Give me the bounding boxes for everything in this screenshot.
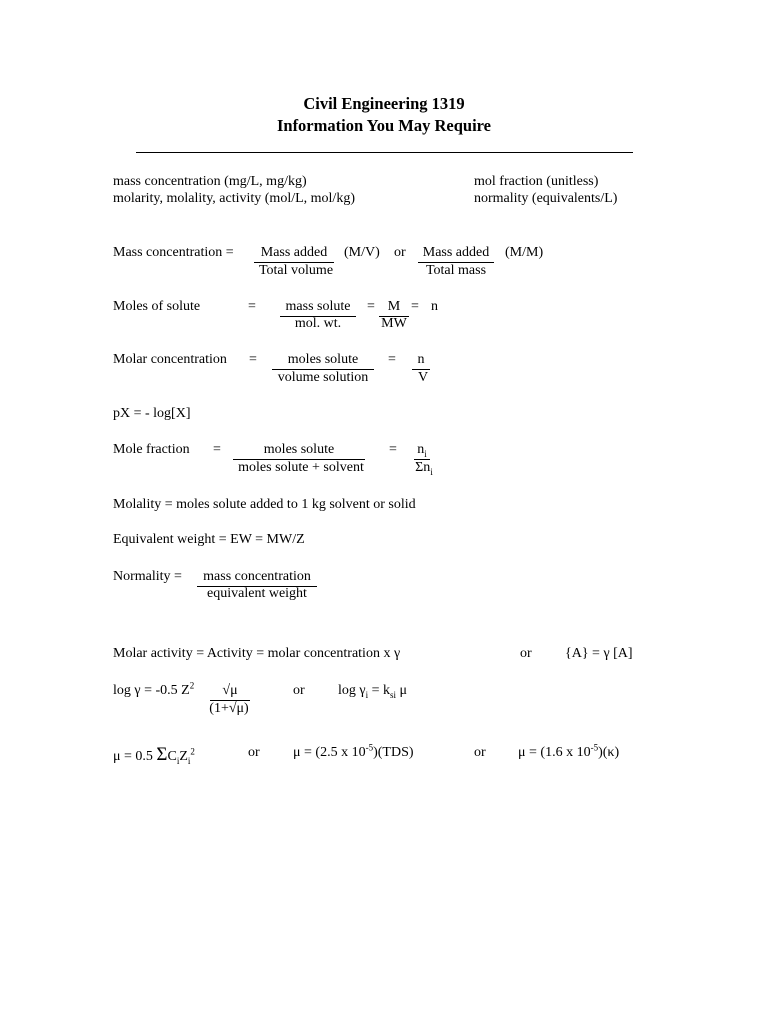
moles-of-solute-equals: = [248, 299, 256, 314]
molar-activity-gamma: γ [393, 646, 401, 661]
px-definition: pX = - log[X] [113, 406, 191, 421]
molar-activity-text: Molar activity = Activity = molar concentration x [113, 646, 391, 661]
ionic-strength-z-sup: 2 [190, 746, 195, 757]
mole-fraction-sum-ni-sub: i [430, 466, 433, 477]
ionic-strength-tds-post: )(TDS) [373, 745, 414, 760]
units-molarity: molarity, molality, activity (mol/L, mol/kg) [113, 191, 355, 206]
ionic-strength-or-2: or [474, 745, 486, 760]
ionic-strength-tds-pre: μ = (2.5 x 10 [293, 745, 366, 760]
log-gamma-i-pre: log γ [338, 683, 366, 698]
moles-of-solute-equals-3: = [411, 299, 419, 314]
log-gamma-i-sub: i [365, 689, 369, 700]
mole-fraction-ni [414, 442, 430, 460]
mole-fraction-sum-ni [412, 460, 436, 477]
log-gamma-numerator: √μ [210, 683, 250, 701]
moles-of-solute-equals-2: = [367, 299, 375, 314]
mass-concentration-label: Mass concentration = [113, 245, 234, 260]
ionic-strength-conductivity-formula [518, 742, 620, 762]
mole-fraction-ni-sub: i [424, 448, 427, 459]
mole-fraction-sum-ni-base: Σn [415, 460, 431, 475]
ionic-strength-c: C [167, 749, 177, 764]
normality-numerator: mass concentration [197, 569, 317, 587]
molar-concentration-equals-2: = [388, 352, 396, 367]
moles-of-solute-denominator: mol. wt. [294, 316, 342, 331]
ionic-strength-k-post: )(κ) [598, 745, 620, 760]
molar-concentration-label: Molar concentration [113, 352, 227, 367]
molar-activity-bracket-form: {A} = γ [A] [565, 646, 633, 661]
mole-fraction-ni-base: n [417, 442, 425, 457]
units-mass-concentration: mass concentration (mg/L, mg/kg) [113, 174, 307, 189]
molar-activity-or: or [520, 646, 532, 661]
molar-concentration-denominator: volume solution [277, 370, 369, 385]
moles-of-solute-label: Moles of solute [113, 299, 201, 314]
mole-fraction-label: Mole fraction [113, 442, 190, 457]
mass-concentration-denominator-volume: Total volume [258, 263, 334, 278]
ionic-strength-z-sub: i [187, 755, 191, 766]
log-gamma-lhs-text: log γ = -0.5 Z [113, 683, 190, 698]
log-gamma-lhs [113, 680, 195, 700]
ionic-strength-tds-formula [293, 742, 414, 762]
ionic-strength-z: Z [179, 749, 188, 764]
mole-fraction-equals-2: = [389, 442, 397, 457]
mass-concentration-denominator-mass: Total mass [425, 263, 487, 278]
ionic-strength-or-1: or [248, 745, 260, 760]
moles-of-solute-n: n [431, 299, 438, 314]
molar-concentration-n: n [412, 352, 430, 370]
mass-concentration-numerator-mass: Mass added [418, 245, 494, 263]
mole-fraction-denominator: moles solute + solvent [238, 460, 364, 475]
log-gamma-i-formula [338, 683, 407, 700]
log-gamma-or: or [293, 683, 305, 698]
ionic-strength-pre: μ = 0.5 [113, 749, 153, 764]
document-subtitle: Information You May Require [276, 116, 492, 135]
equivalent-weight-definition: Equivalent weight = EW = MW/Z [113, 532, 305, 547]
ionic-strength-c-sub: i [176, 755, 180, 766]
ionic-strength-sum-formula [113, 744, 195, 767]
header-divider [136, 152, 633, 153]
mass-concentration-numerator-volume: Mass added [254, 245, 334, 263]
sigma-symbol: Σ [156, 744, 168, 765]
normality-denominator: equivalent weight [207, 586, 307, 601]
normality-label: Normality = [113, 569, 182, 584]
molar-concentration-numerator: moles solute [272, 352, 374, 370]
log-gamma-i-post: μ [396, 683, 408, 698]
units-normality: normality (equivalents/L) [474, 191, 618, 206]
molar-activity-definition [113, 646, 400, 663]
moles-of-solute-numerator: mass solute [280, 299, 356, 317]
molality-definition: Molality = moles solute added to 1 kg solvent or solid [113, 497, 416, 512]
log-gamma-z-sup: 2 [189, 680, 195, 691]
ionic-strength-tds-sup: -5 [365, 742, 374, 753]
mass-concentration-mv-tag: (M/V) [344, 245, 380, 260]
units-mol-fraction: mol fraction (unitless) [474, 174, 599, 189]
log-gamma-i-mid: = k [368, 683, 390, 698]
mass-concentration-mm-tag: (M/M) [505, 245, 544, 260]
moles-of-solute-mw: MW [381, 316, 407, 331]
mole-fraction-numerator: moles solute [233, 442, 365, 460]
log-gamma-denominator: (1+√μ) [209, 701, 249, 716]
log-gamma-ksi-sub: si [390, 689, 397, 700]
document-title: Civil Engineering 1319 [303, 94, 465, 113]
molar-concentration-v: V [417, 370, 429, 385]
ionic-strength-k-pre: μ = (1.6 x 10 [518, 745, 591, 760]
ionic-strength-k-sup: -5 [590, 742, 599, 753]
mass-concentration-or: or [394, 245, 406, 260]
moles-of-solute-m: M [379, 299, 409, 317]
molar-concentration-equals: = [249, 352, 257, 367]
mole-fraction-equals: = [213, 442, 221, 457]
